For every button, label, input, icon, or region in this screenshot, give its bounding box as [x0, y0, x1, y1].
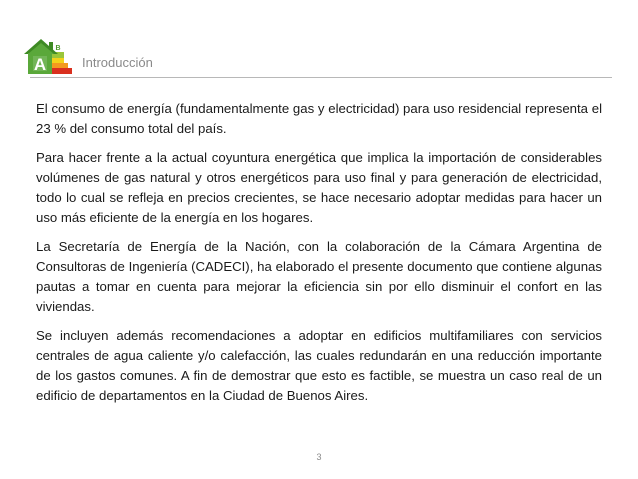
paragraph-1: El consumo de energía (fundamentalmente gas y electricidad) para uso residencial representa el 23 % del consumo total del país.: [36, 101, 602, 136]
header-divider: [30, 77, 612, 78]
slide-header: [0, 0, 638, 80]
paragraph-3: La Secretaría de Energía de la Nación, con la colaboración de la Cámara Argentina de Consultoras de Ingeniería (CADECI), ha elaborado el presente documento que contiene algunas pautas a tomar en cuenta para mejorar la eficiencia sin por ello disminuir el confort en las viviendas.: [36, 239, 602, 314]
logo-letter: A: [33, 55, 47, 74]
section-title: Introducción: [82, 55, 153, 70]
body-text: [36, 99, 602, 415]
page-number: 3: [316, 452, 322, 462]
paragraph-4: Se incluyen además recomendaciones a adoptar en edificios multifamiliares con servicios centrales de agua caliente y/o calefacción, las cuales redundarán en una reducción importante de los gastos comunes. A fin de demostrar que esto es factible, se muestra un caso real de un edificio de departamentos en la Ciudad de Buenos Aires.: [36, 328, 602, 403]
logo-letter-small: B: [55, 45, 61, 52]
energy-efficiency-house-icon: [22, 36, 78, 76]
paragraph-2: Para hacer frente a la actual coyuntura energética que implica la importación de considerables volúmenes de gas natural y otros energéticos para uso final y para generación de electricidad, todo lo cual se refleja en precios crecientes, se hace necesario adoptar medidas para hacer un uso más eficiente de la energía en los hogares.: [36, 150, 602, 225]
